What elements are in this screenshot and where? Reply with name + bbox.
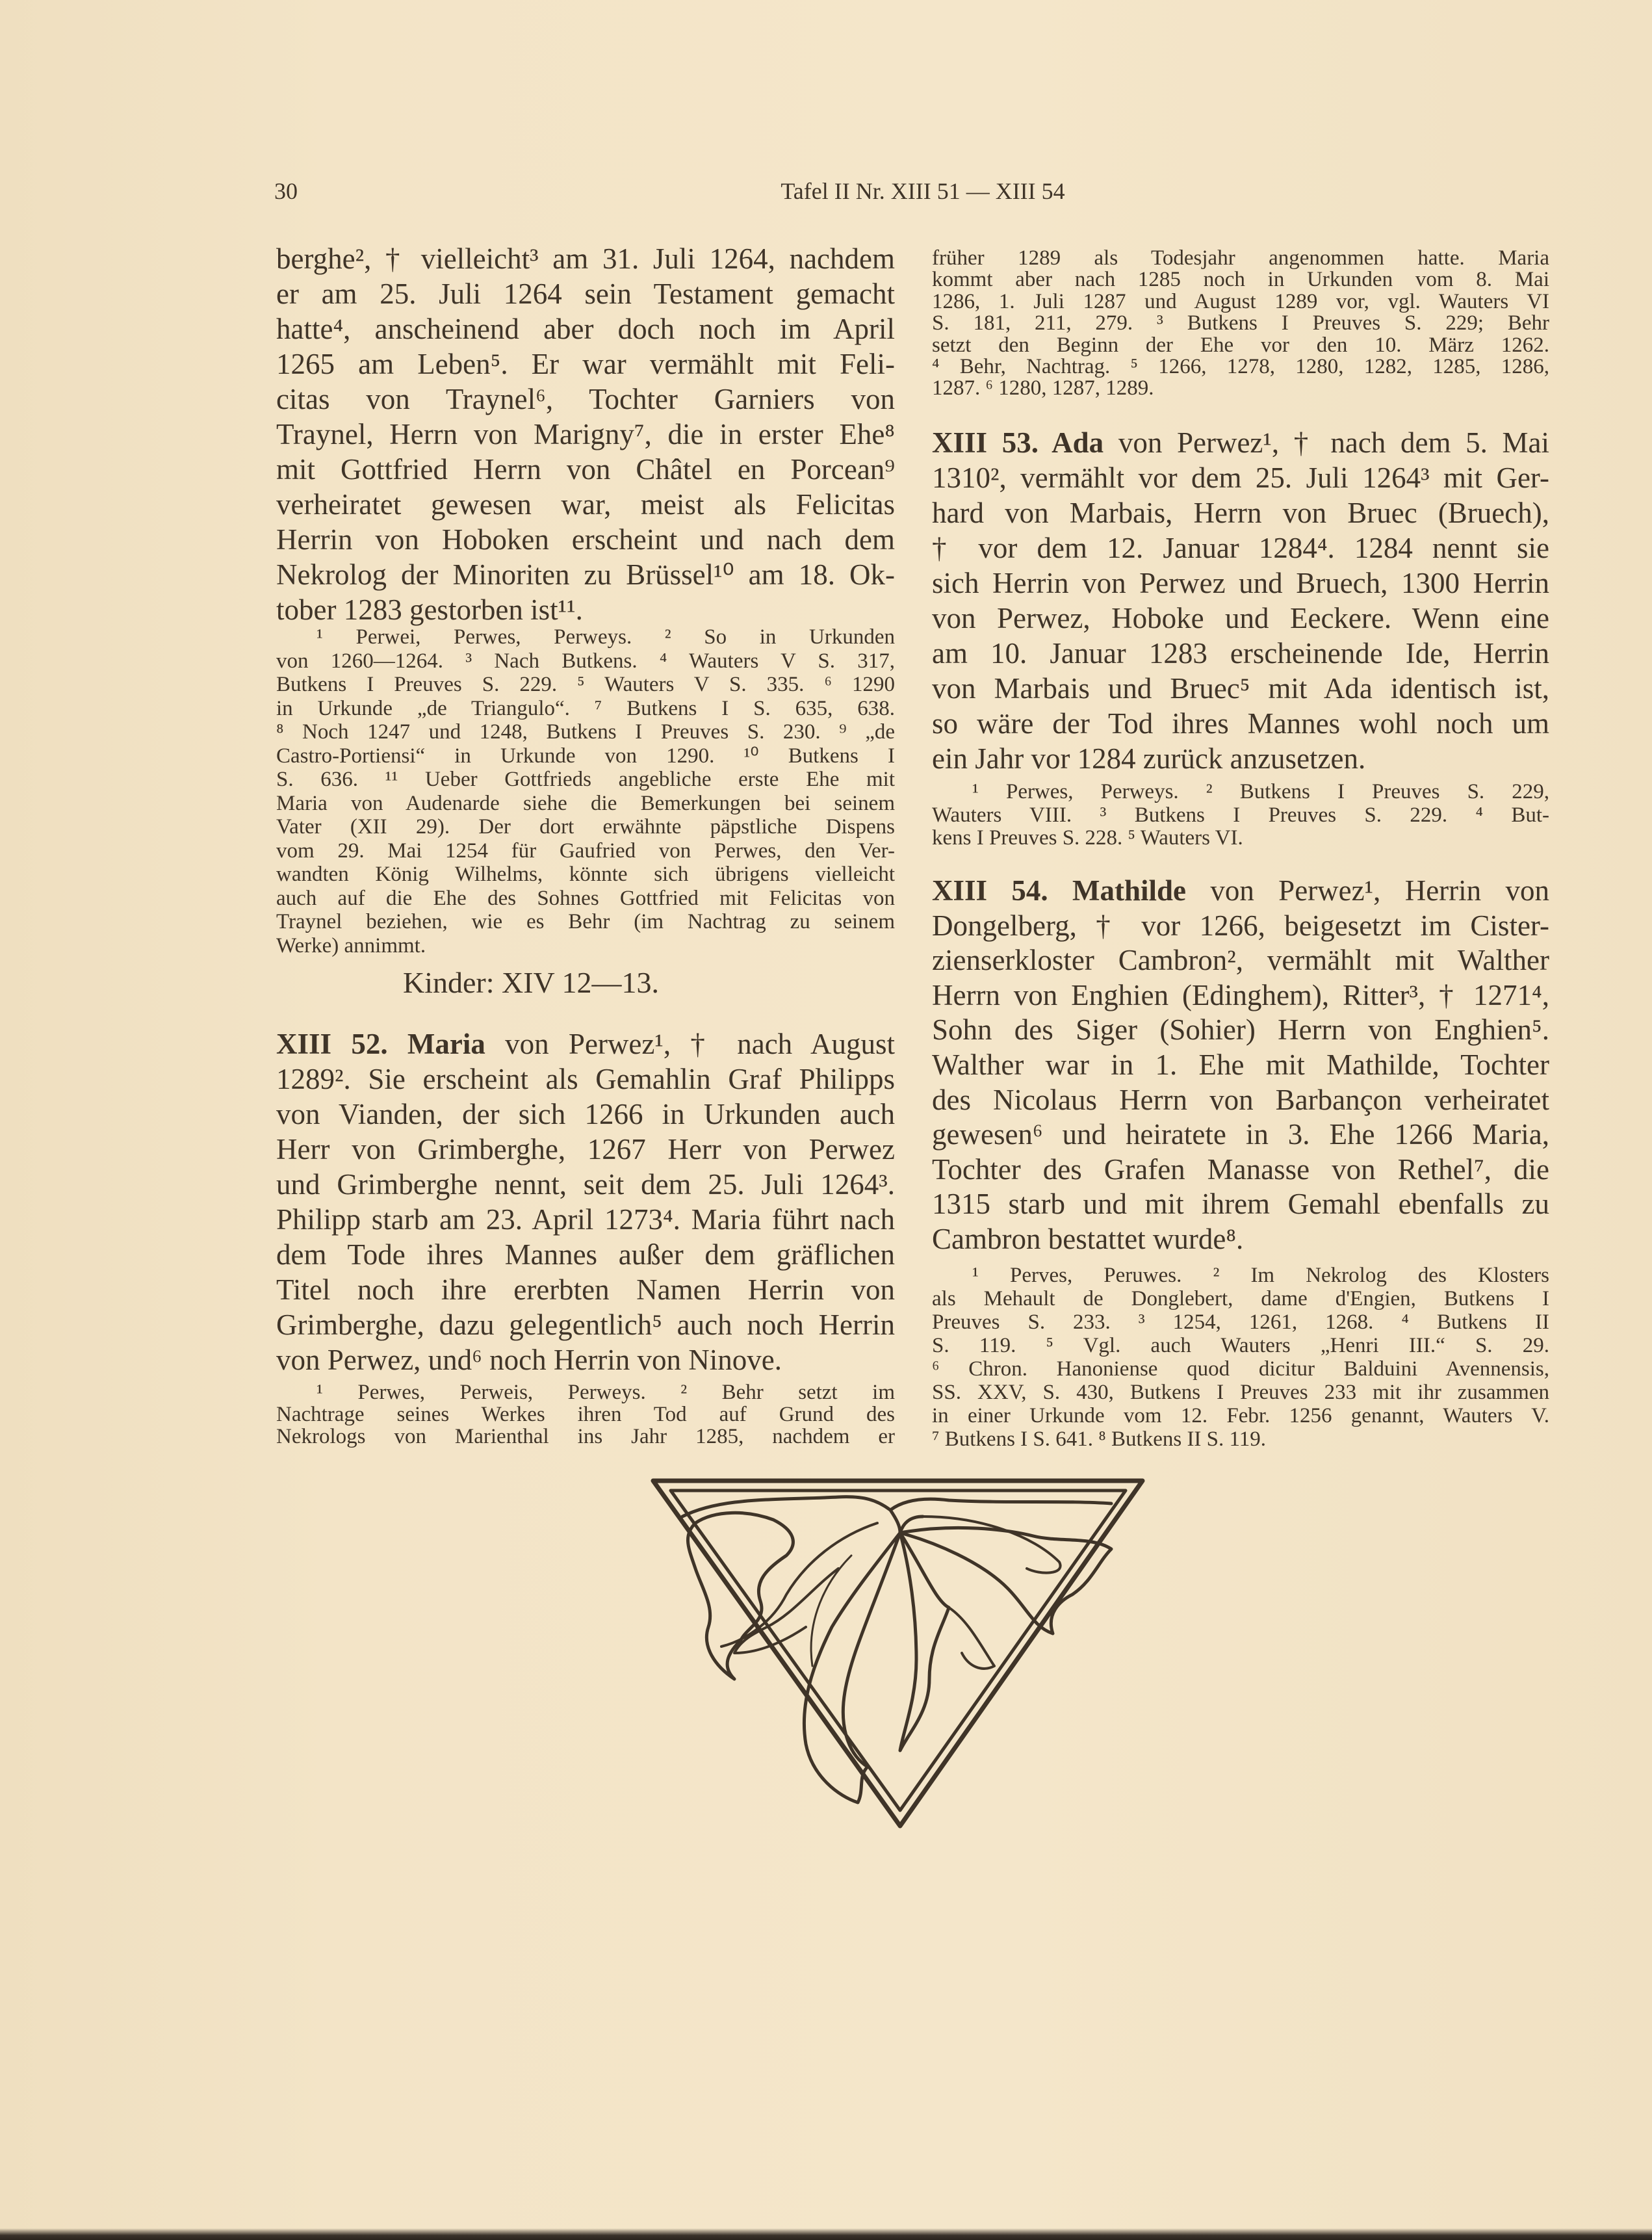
text-line: am 10. Januar 1283 erscheinende Ide, Herrin — [932, 637, 1549, 670]
text-line: kommt aber nach 1285 noch in Urkunden vom 8. Mai — [932, 268, 1549, 292]
text-line: 1315 starb und mit ihrem Gemahl ebenfalls zu — [932, 1188, 1549, 1221]
text-line: auch auf die Ehe des Sohnes Gottfried mit Felicitas von — [276, 886, 895, 910]
text-line: † vor dem 12. Januar 1284⁴. 1284 nennt sie — [932, 532, 1549, 564]
text-line: und Grimberghe nennt, seit dem 25. Juli 1264³. — [276, 1168, 895, 1201]
entry-text: von Perwez¹, Herrin von — [1185, 874, 1549, 907]
text-line: Wauters VIII. ³ Butkens I Preuves S. 229. ⁴ But- — [932, 803, 1549, 827]
text-line: von Marbais und Bruec⁵ mit Ada identisch ist, — [932, 672, 1549, 705]
text-line — [932, 874, 1549, 909]
text-line: von Vianden, der sich 1266 in Urkunden auch — [276, 1098, 895, 1130]
text-line: kens I Preuves S. 228. ⁵ Wauters VI. — [932, 826, 1243, 850]
children-reference: Kinder: XIV 12—13. — [403, 966, 659, 999]
text-line: berghe², † vielleicht³ am 31. Juli 1264, nachdem — [276, 242, 895, 275]
text-line: tober 1283 gestorben ist¹¹. — [276, 593, 583, 626]
text-line: hatte⁴, anscheinend aber doch noch im April — [276, 313, 895, 345]
footnotes-xiii-51 — [276, 625, 895, 957]
footnotes-xiii-52-continued — [932, 248, 1549, 400]
text-line: S. 119. ⁵ Vgl. auch Wauters „Henri III.“ S. 29. — [932, 1334, 1549, 1357]
text-line: zienserkloster Cambron², vermählt mit Walther — [932, 944, 1549, 977]
text-line: Tochter des Grafen Manasse von Rethel⁷, die — [932, 1153, 1549, 1186]
entry-xiii-53 — [932, 425, 1549, 776]
entry-heading: XIII 52. Maria — [276, 1028, 485, 1060]
text-line: Nachtrage seines Werkes ihren Tod auf Grund des — [276, 1403, 895, 1426]
page-number: 30 — [274, 178, 298, 204]
text-line: SS. XXV, S. 430, Butkens I Preuves 233 mit ihr zusammen — [932, 1381, 1549, 1404]
text-line: ⁷ Butkens I S. 641. ⁸ Butkens II S. 119. — [932, 1427, 1267, 1451]
text-line: mit Gottfried Herrn von Châtel en Porcean⁹ — [276, 453, 895, 486]
footnotes-xiii-54 — [932, 1264, 1549, 1451]
footnotes-xiii-53 — [932, 781, 1549, 850]
entry-xiii-54 — [932, 874, 1549, 1257]
text-line: Preuves S. 233. ³ 1254, 1261, 1268. ⁴ Butkens II — [932, 1310, 1549, 1334]
text-line: ⁴ Behr, Nachtrag. ⁵ 1266, 1278, 1280, 1282, 1285, 1286, — [932, 354, 1549, 378]
text-line: 1287. ⁶ 1280, 1287, 1289. — [932, 376, 1154, 400]
text-line: wandten König Wilhelms, könnte sich übrigens vielleicht — [276, 863, 895, 886]
text-line: Cambron bestattet wurde⁸. — [932, 1222, 1244, 1255]
text-line — [276, 1026, 895, 1061]
text-line: ¹ Perves, Peruwes. ² Im Nekrolog des Klosters — [972, 1264, 1549, 1287]
text-line: S. 636. ¹¹ Ueber Gottfrieds angebliche erste Ehe mit — [276, 768, 895, 791]
text-line: Maria von Audenarde siehe die Bemerkungen bei seinem — [276, 791, 895, 815]
triangular-leaf-ornament — [643, 1471, 1154, 1838]
text-line: so wäre der Tod ihres Mannes wohl noch um — [932, 707, 1549, 740]
text-line: citas von Traynel⁶, Tochter Garniers von — [276, 383, 895, 415]
text-line: ¹ Perwes, Perweis, Perweys. ² Behr setzt im — [316, 1381, 895, 1404]
text-line: verheiratet gewesen war, meist als Felicitas — [276, 488, 895, 521]
text-line: vom 29. Mai 1254 für Gaufried von Perwes, den Ver- — [276, 839, 895, 863]
text-line: Herrin von Hoboken erscheint und nach dem — [276, 523, 895, 556]
text-line: Vater (XII 29). Der dort erwähnte päpstliche Dispens — [276, 815, 895, 839]
text-line: hard von Marbais, Herrn von Bruec (Bruech), — [932, 497, 1549, 529]
text-line: Traynel beziehen, wie es Behr (im Nachtrag zu seinem — [276, 910, 895, 933]
text-line: ¹ Perwei, Perwes, Perweys. ² So in Urkunden — [316, 625, 895, 649]
scan-edge-shadow — [0, 2228, 1652, 2240]
text-line: von Perwez, und⁶ noch Herrin von Ninove. — [276, 1344, 782, 1376]
text-line: gewesen⁶ und heiratete in 3. Ehe 1266 Maria, — [932, 1118, 1549, 1151]
entry-text: von Perwez¹, † nach dem 5. Mai — [1103, 426, 1549, 459]
text-line: Werke) annimmt. — [276, 933, 426, 957]
text-line: des Nicolaus Herrn von Barbançon verheiratet — [932, 1083, 1549, 1116]
text-line: er am 25. Juli 1264 sein Testament gemacht — [276, 278, 895, 310]
text-line: Walther war in 1. Ehe mit Mathilde, Tochter — [932, 1048, 1549, 1081]
text-line — [932, 425, 1549, 460]
text-line: Traynel, Herrn von Marigny⁷, die in erster Ehe⁸ — [276, 418, 895, 450]
text-line: 1286, 1. Juli 1287 und August 1289 vor, vgl. Wauters VI — [932, 289, 1549, 313]
text-line: S. 181, 211, 279. ³ Butkens I Preuves S. 229; Behr — [932, 311, 1549, 335]
text-line: als Mehault de Donglebert, dame d'Engien, Butkens I — [932, 1287, 1549, 1310]
text-line: von Perwez, Hoboke und Eeckere. Wenn eine — [932, 602, 1549, 634]
text-line: Titel noch ihre ererbten Namen Herrin von — [276, 1273, 895, 1306]
text-line: Herr von Grimberghe, 1267 Herr von Perwez — [276, 1133, 895, 1166]
entry-heading: XIII 54. Mathilde — [932, 874, 1186, 907]
text-line: Grimberghe, dazu gelegentlich⁵ auch noch Herrin — [276, 1309, 895, 1341]
text-line: in einer Urkunde vom 12. Febr. 1256 genannt, Wauters V. — [932, 1404, 1549, 1427]
text-line: Butkens I Preuves S. 229. ⁵ Wauters V S. 335. ⁶ 1290 — [276, 673, 895, 696]
text-line: dem Tode ihres Mannes außer dem gräflichen — [276, 1238, 895, 1271]
entry-text: von Perwez¹, † nach August — [485, 1028, 895, 1060]
text-line: ⁸ Noch 1247 und 1248, Butkens I Preuves S. 230. ⁹ „de — [276, 720, 895, 744]
entry-xiii-52 — [276, 1026, 895, 1377]
text-line: in Urkunde „de Triangulo“. ⁷ Butkens I S. 635, 638. — [276, 696, 895, 720]
entry-heading: XIII 53. Ada — [932, 426, 1104, 459]
text-line: ein Jahr vor 1284 zurück anzusetzen. — [932, 742, 1366, 775]
text-line: Nekrologs von Marienthal ins Jahr 1285, nachdem er — [276, 1425, 895, 1448]
text-line: ¹ Perwes, Perweys. ² Butkens I Preuves S. 229, — [972, 780, 1549, 803]
text-line: Herrn von Enghien (Edinghem), Ritter³, † 1271⁴, — [932, 978, 1549, 1011]
text-line: Nekrolog der Minoriten zu Brüssel¹⁰ am 18. Ok- — [276, 558, 895, 591]
running-title: Tafel II Nr. XIII 51 — XIII 54 — [781, 178, 1065, 204]
text-line: setzt den Beginn der Ehe vor den 10. März 1262. — [932, 333, 1549, 357]
text-line: sich Herrin von Perwez und Bruech, 1300 Herrin — [932, 567, 1549, 599]
text-line: ⁶ Chron. Hanoniense quod dicitur Balduini Avennensis, — [932, 1357, 1549, 1381]
text-line: früher 1289 als Todesjahr angenommen hatte. Maria — [932, 246, 1549, 270]
text-line: Dongelberg, † vor 1266, beigesetzt im Cister- — [932, 909, 1549, 942]
text-line: Sohn des Siger (Sohier) Herrn von Enghien⁵. — [932, 1013, 1549, 1047]
text-line: 1289². Sie erscheint als Gemahlin Graf Philipps — [276, 1063, 895, 1095]
text-line: von 1260—1264. ³ Nach Butkens. ⁴ Wauters V S. 317, — [276, 649, 895, 673]
entry-xiii-51-continuation — [276, 241, 895, 627]
text-line: 1265 am Leben⁵. Er war vermählt mit Feli- — [276, 348, 895, 380]
footnotes-xiii-52 — [276, 1381, 895, 1448]
text-line: Castro-Portiensi“ in Urkunde von 1290. ¹⁰ Butkens I — [276, 744, 895, 768]
text-line: Philipp starb am 23. April 1273⁴. Maria führt nach — [276, 1203, 895, 1236]
text-line: 1310², vermählt vor dem 25. Juli 1264³ mit Ger- — [932, 462, 1549, 494]
